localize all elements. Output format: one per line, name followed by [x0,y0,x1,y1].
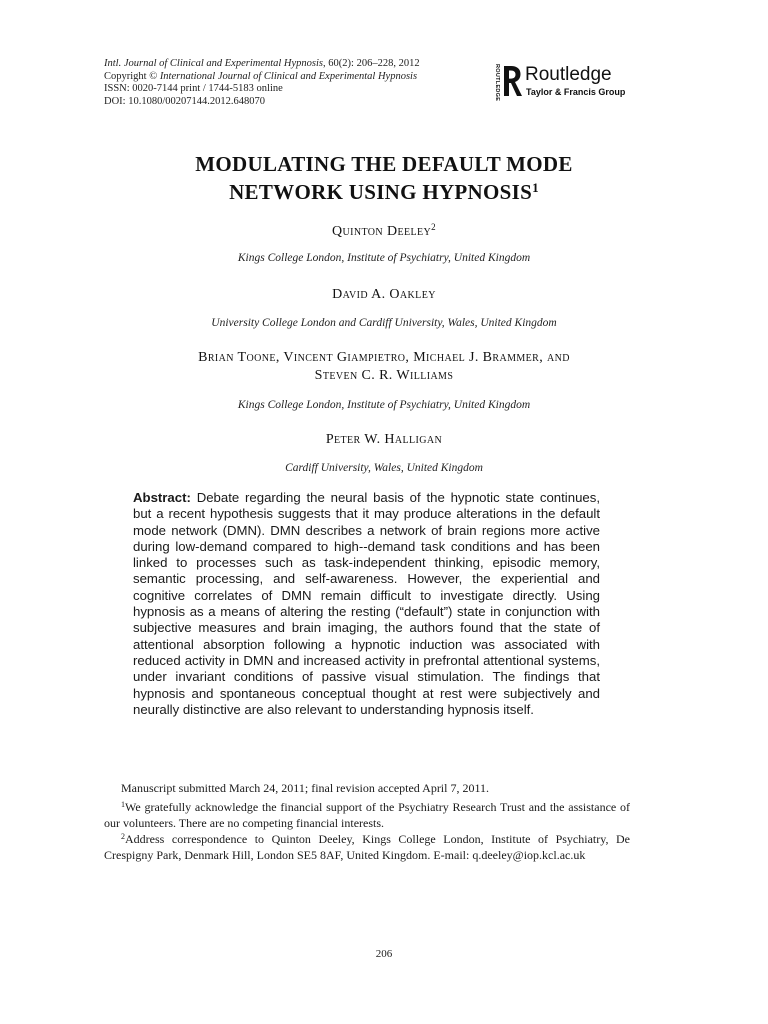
affiliation-deeley: Kings College London, Institute of Psychiatry, United Kingdom [237,252,531,264]
author-oakley [0,287,768,303]
author-halligan [0,432,768,448]
author-group-line-2: Steven C. R. Williams [314,368,454,383]
author-name: Peter W. Halligan [325,432,443,447]
footnote-submitted: Manuscript submitted March 24, 2011; final revision accepted April 7, 2011. [121,781,490,795]
affiliation-halligan: Cardiff University, Wales, United Kingdom [285,462,483,474]
footnote-1-text: We gratefully acknowledge the financial support of the Psychiatry Research Trust and the assistance of our volunteers. There are no competing financial interests. [104,800,630,830]
routledge-logo [492,62,642,102]
footnote-2-mark: 2 [121,832,125,841]
abstract-label: Abstract: [133,490,191,505]
routledge-vertical-label: ROUTLEDGE [494,64,500,102]
footnote-1-mark: 1 [121,800,125,809]
title-footnote-mark: 1 [532,180,539,195]
footnote-2 [104,829,630,863]
author-name: Quinton Deeley [331,224,432,239]
title-line-2 [0,176,768,204]
title-line-2-text: NETWORK USING HYPNOSIS [229,180,533,204]
article-title [0,152,768,204]
copyright-holder: International Journal of Clinical and Experimental Hypnosis [159,70,418,82]
journal-metadata [104,58,420,108]
footnote-2-text: Address correspondence to Quinton Deeley, Kings College London, Institute of Psychiatry, De Crespigny Park, Denmark Hill, London SE5 8AF, United Kingdom. E-mail: q.deeley@iop.kcl.ac.uk [104,832,630,862]
journal-name: Intl. Journal of Clinical and Experimental Hypnosis [104,58,324,69]
author-deeley [0,222,768,240]
affiliation-oakley: University College London and Cardiff University, Wales, United Kingdom [211,317,557,329]
routledge-r-icon [501,64,523,98]
journal-citation [104,58,420,71]
author-group-line-1: Brian Toone, Vincent Giampietro, Michael J. Brammer, and [198,350,570,365]
routledge-side-text [492,64,500,100]
affiliation-group: Kings College London, Institute of Psychiatry, United Kingdom [237,399,531,411]
author-footnote-mark: 2 [431,222,437,232]
title-line-1: MODULATING THE DEFAULT MODE [195,152,573,176]
author-name: David A. Oakley [332,287,436,302]
page-number: 206 [375,948,393,960]
journal-issue: , 60(2): 206–228, 2012 [323,58,420,69]
footnote-1 [104,797,630,831]
copyright-line [104,71,420,84]
publisher-name: Routledge [525,64,612,85]
publisher-group: Taylor & Francis Group [526,87,626,97]
doi: DOI: 10.1080/00207144.2012.648070 [104,95,265,107]
abstract-text: Debate regarding the neural basis of the hypnotic state continues, but a recent hypothesis suggests that it may produce alterations in the default mode network (DMN). DMN describes a network of brain regions more active during low-demand compared to high--demand task conditions and has been linked to processes such as task-independent thinking, episodic memory, semantic processing, and self-awareness. However, the experiential and cognitive correlates of DMN remain difficult to investigate directly. Using hypnosis as a means of altering the resting (“default”) state in conjunction with subjective measures and brain imaging, the authors found that the state of attentional absorption following a hypnotic induction was associated with reduced activity in DMN and increased activity in prefrontal attentional systems, under invariant conditions of passive visual stimulation. The findings that hypnosis and spontaneous conceptual thought at rest were subjectively and neurally distinctive are also relevant to understanding hypnosis itself. [133,490,600,717]
abstract [133,490,600,718]
issn: ISSN: 0020-7144 print / 1744-5183 online [104,83,283,94]
copyright-prefix: Copyright © [104,70,160,82]
